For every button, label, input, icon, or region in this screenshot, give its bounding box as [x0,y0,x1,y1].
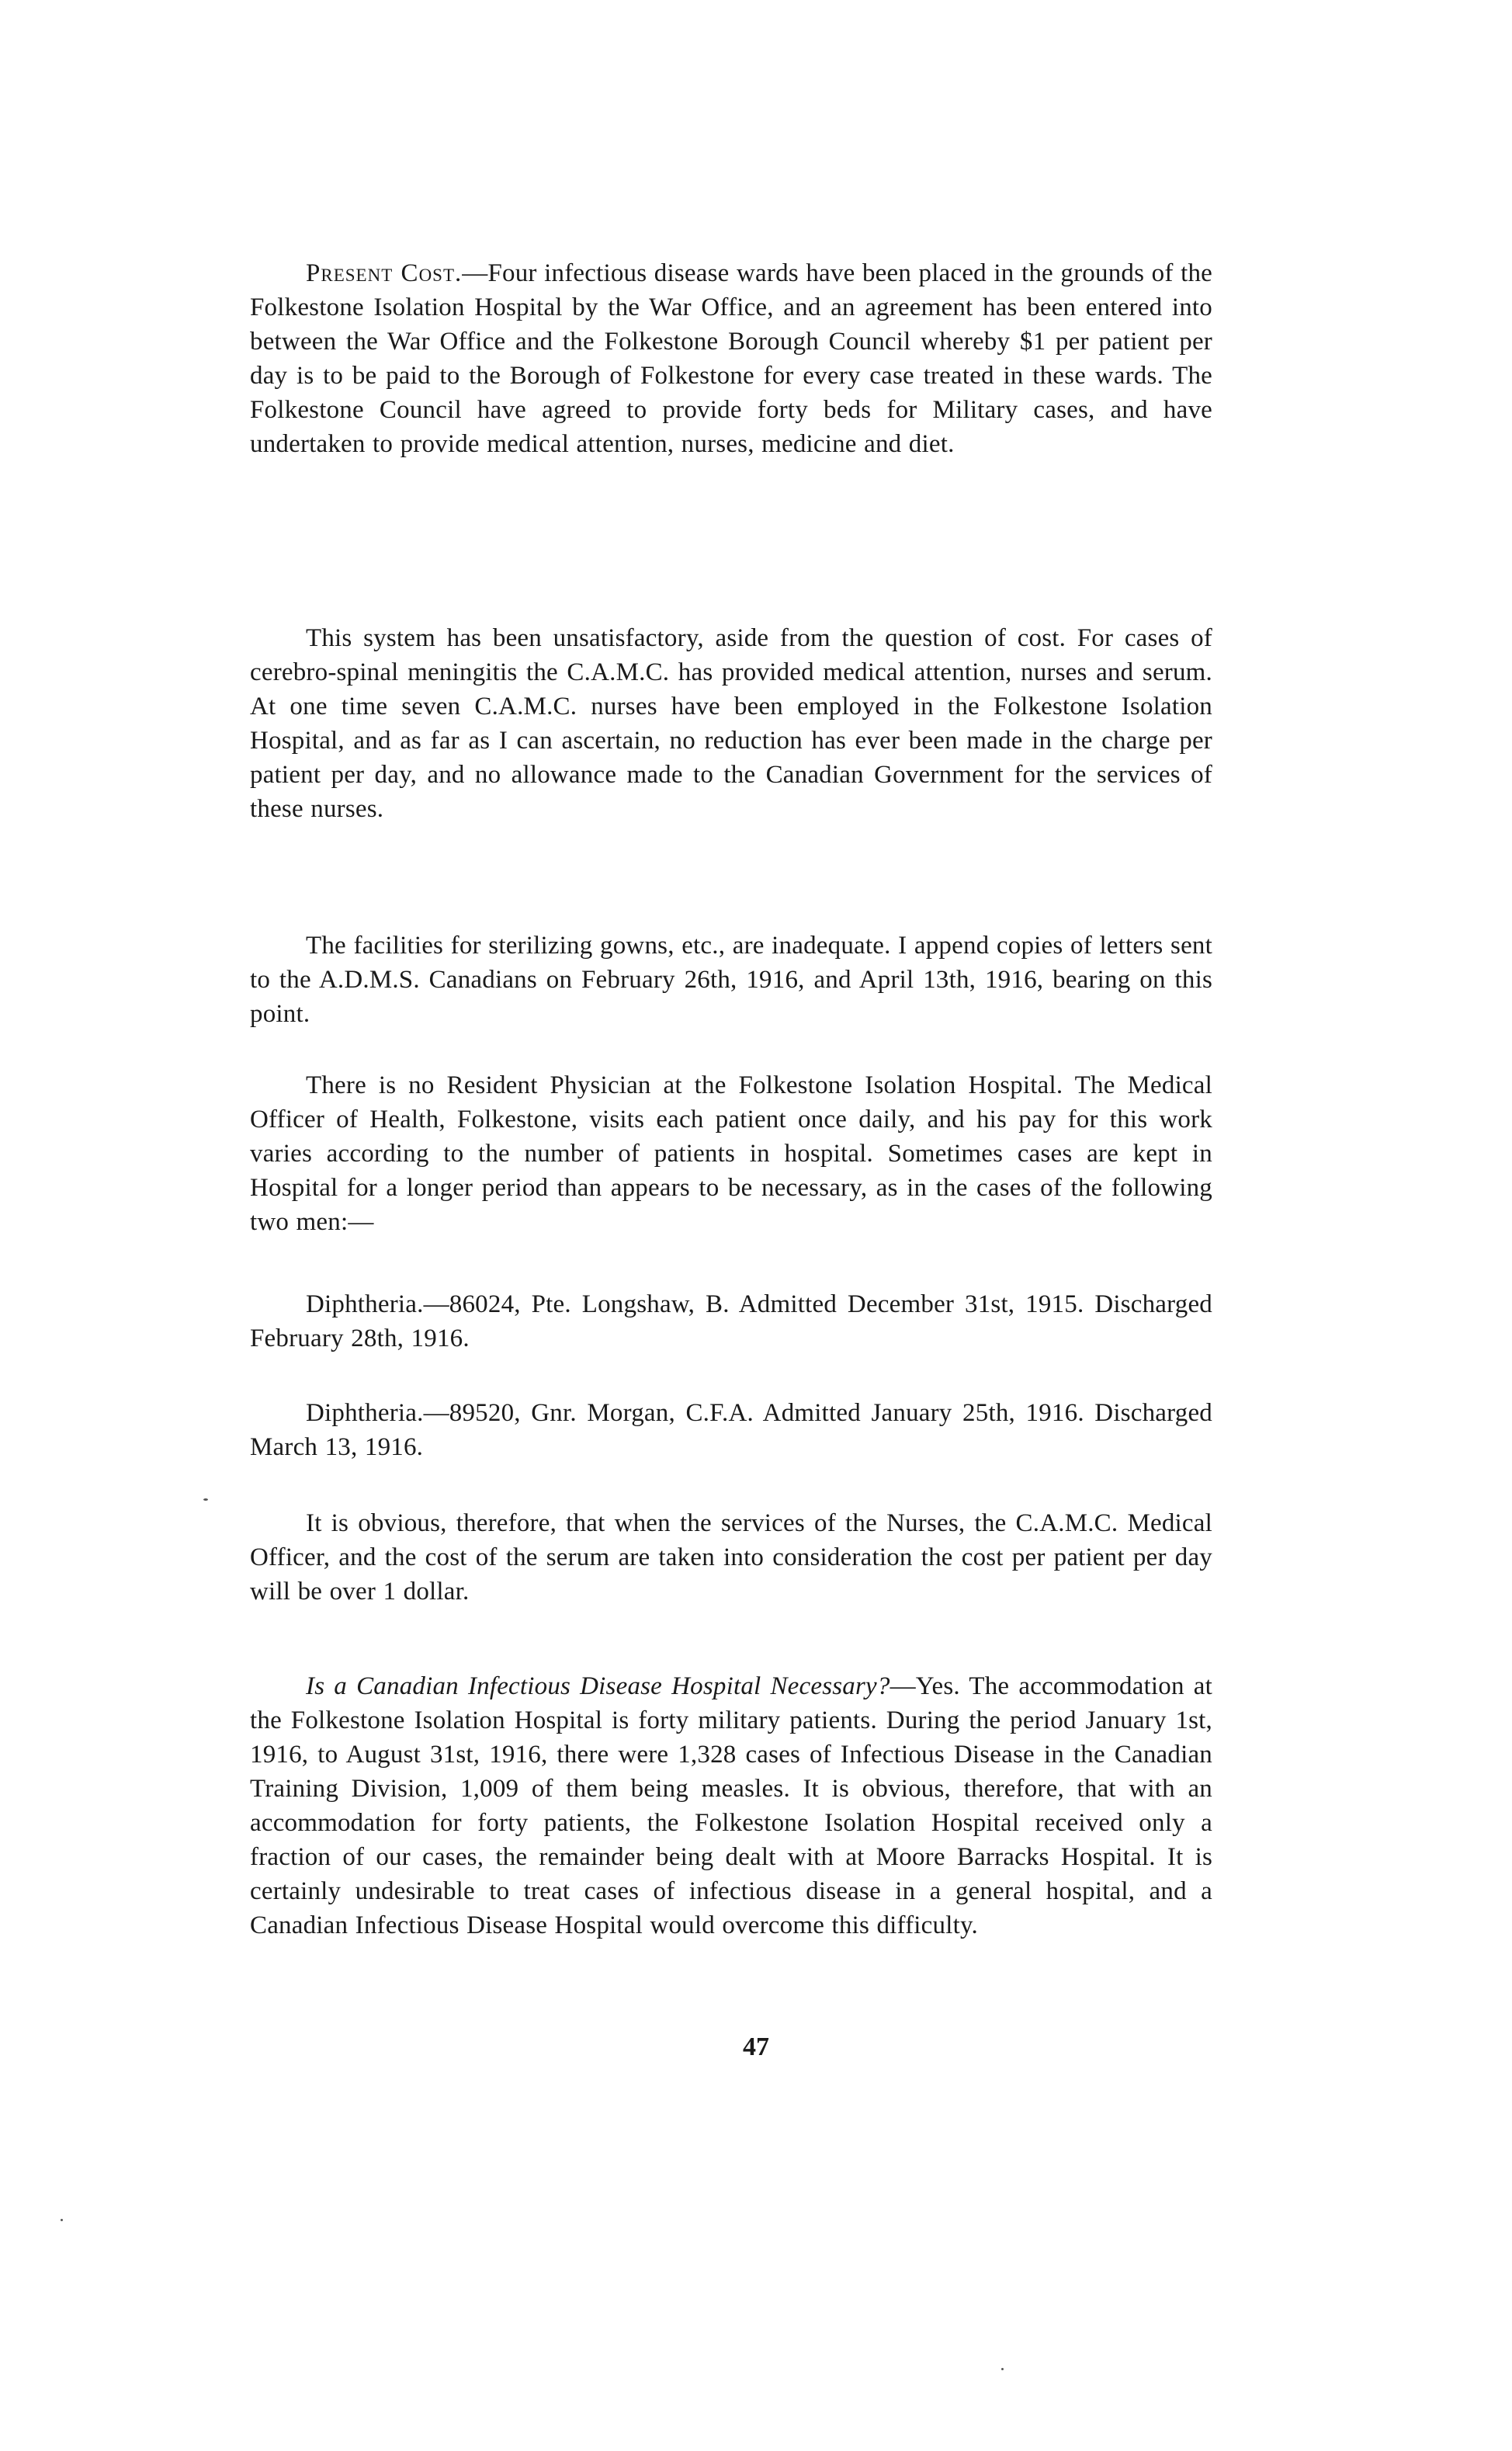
paragraph-case-morgan [250,1396,1212,1464]
paragraph-text: Diphtheria.—89520, Gnr. Morgan, C.F.A. Admitted January 25th, 1916. Discharged March 13, 1916. [250,1399,1212,1461]
scan-speck [203,1498,208,1501]
scan-speck [61,2219,63,2221]
paragraph-text: The facilities for sterilizing gowns, etc., are inadequate. I append copies of letters sent to the A.D.M.S. Canadians on February 26th, 1916, and April 13th, 1916, bearing on this point. [250,932,1212,1028]
paragraph-text: There is no Resident Physician at the Folkestone Isolation Hospital. The Medical Officer of Health, Folkestone, visits each patient once daily, and his pay for this work varies according to the number of patients in hospital. Sometimes cases are kept in Hospital for a longer period than appears to be necessary, as in the cases of the following two men:— [250,1071,1212,1236]
paragraph-heading: Present Cost. [306,259,463,287]
paragraph-hospital-necessary [250,1669,1212,1942]
paragraph-sterilizing-facilities [250,929,1212,1031]
paragraph-cost-conclusion [250,1506,1212,1609]
page-number: 47 [743,2033,769,2061]
paragraph-text: —Yes. The accommodation at the Folkestone Isolation Hospital is forty military patients. During the period January 1st, 1916, to August 31st, 1916, there were 1,328 cases of Infectious Disease in the Canadian Training Division, 1,009 of them being measles. It is obvious, therefore, that with an accommodation for forty patients, the Folkestone Isolation Hospital received only a fraction of our cases, the remainder being dealt with at Moore Barracks Hospital. It is certainly undesirable to treat cases of infectious disease in a general hospital, and a Canadian Infectious Disease Hospital would overcome this difficulty. [250,1672,1212,1939]
paragraph-system-unsatisfactory [250,621,1212,826]
paragraph-case-longshaw [250,1287,1212,1356]
paragraph-heading: Is a Canadian Infectious Disease Hospital Necessary? [306,1672,890,1700]
paragraph-text: This system has been unsatisfactory, aside from the question of cost. For cases of cerebro-spinal meningitis the C.A.M.C. has provided medical attention, nurses and serum. At one time seven C.A.M.C. nurses have been employed in the Folkestone Isolation Hospital, and as far as I can ascertain, no reduction has ever been made in the charge per patient per day, and no allowance made to the Canadian Government for the services of these nurses. [250,624,1212,823]
paragraph-text: —Four infectious disease wards have been placed in the grounds of the Folkestone Isolation Hospital by the War Office, and an agreement has been entered into between the War Office and the Folkestone Borough Council whereby $1 per patient per day is to be paid to the Borough of Folkestone for every case treated in these wards. The Folkestone Council have agreed to provide forty beds for Military cases, and have undertaken to provide medical attention, nurses, medicine and diet. [250,259,1212,458]
paragraph-text: It is obvious, therefore, that when the services of the Nurses, the C.A.M.C. Medical Officer, and the cost of the serum are taken into consideration the cost per patient per day will be over 1 dollar. [250,1509,1212,1606]
paragraph-present-cost [250,256,1212,461]
scan-speck [1001,2368,1004,2370]
paragraph-resident-physician [250,1068,1212,1239]
paragraph-text: Diphtheria.—86024, Pte. Longshaw, B. Admitted December 31st, 1915. Discharged February 28th, 1916. [250,1290,1212,1352]
